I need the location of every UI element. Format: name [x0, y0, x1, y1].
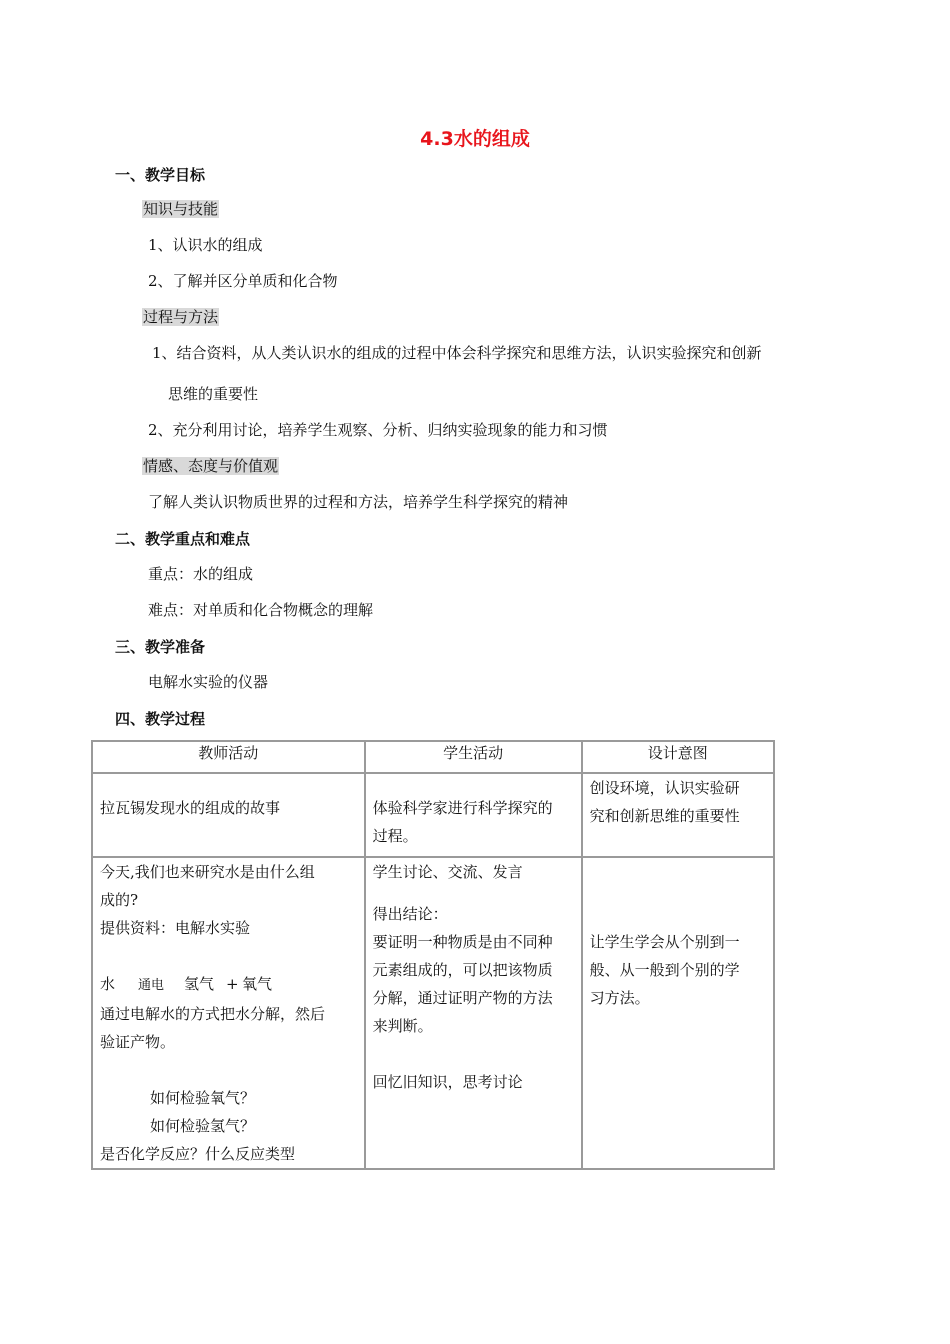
- subheading-attitude-values: 情感、态度与价值观: [143, 457, 279, 475]
- subheading-process-method: 过程与方法: [143, 308, 219, 326]
- electrolysis-equation: [100, 970, 357, 1000]
- cell-intent: [582, 773, 774, 857]
- objective-item: 2、充分利用讨论，培养学生观察、分析、归纳实验现象的能力和习惯: [148, 421, 608, 439]
- section-heading-objectives: 一、教学目标: [115, 166, 206, 184]
- objective-item: 1、认识水的组成: [148, 236, 263, 254]
- key-point-item: 重点：水的组成: [148, 565, 254, 583]
- objective-item: 了解人类认识物质世界的过程和方法，培养学生科学探究的精神: [148, 493, 569, 511]
- column-header-teacher: 教师活动: [92, 741, 365, 773]
- cell-text: 回忆旧知识，思考讨论: [372, 1073, 523, 1091]
- cell-text: 来判断。: [372, 1017, 433, 1035]
- cell-text: 是否化学反应？什么反应类型: [100, 1145, 296, 1163]
- cell-text: 拉瓦锡发现水的组成的故事: [100, 799, 281, 817]
- cell-text: 要证明一种物质是由不同种: [372, 933, 553, 951]
- cell-teacher: [92, 773, 365, 857]
- cell-text: 般、从一般到个别的学: [589, 961, 740, 979]
- subheading-knowledge-skills: 知识与技能: [143, 200, 219, 218]
- cell-text: 通过电解水的方式把水分解，然后: [100, 1005, 326, 1023]
- section-heading-preparation: 三、教学准备: [115, 638, 206, 656]
- cell-text: 验证产物。: [100, 1033, 176, 1051]
- cell-text: 分解，通过证明产物的方法: [372, 989, 553, 1007]
- equation-reactant: 水: [100, 975, 116, 993]
- cell-student: [365, 857, 582, 1169]
- table-header-row: [92, 741, 774, 773]
- objective-item-continued: 思维的重要性: [168, 385, 259, 403]
- cell-text: 体验科学家进行科学探究的: [372, 799, 553, 817]
- preparation-item: 电解水实验的仪器: [148, 673, 269, 691]
- equation-plus: +: [226, 975, 239, 993]
- teaching-process-table: [91, 740, 775, 1170]
- cell-text: 究和创新思维的重要性: [589, 807, 740, 825]
- cell-text: 让学生学会从个别到一: [589, 933, 740, 951]
- cell-text: 元素组成的，可以把该物质: [372, 961, 553, 979]
- cell-text: 得出结论：: [372, 905, 448, 923]
- cell-text: 如何检验氢气？: [150, 1117, 256, 1135]
- table-row: [92, 773, 774, 857]
- objective-item: 2、了解并区分单质和化合物: [148, 272, 338, 290]
- cell-student: [365, 773, 582, 857]
- table-row: [92, 857, 774, 1169]
- equation-product: 氧气: [242, 975, 273, 993]
- cell-text: 提供资料：电解水实验: [100, 919, 251, 937]
- equation-product: 氢气: [184, 975, 215, 993]
- column-header-student: 学生活动: [365, 741, 582, 773]
- cell-text: 习方法。: [589, 989, 650, 1007]
- page-title: 4.3水的组成: [420, 128, 530, 150]
- equation-condition: 通电: [138, 978, 165, 993]
- cell-text: 成的?: [100, 891, 139, 909]
- cell-text: 今天,我们也来研究水是由什么组: [100, 863, 315, 881]
- cell-teacher: [92, 857, 365, 1169]
- column-header-intent: 设计意图: [582, 741, 774, 773]
- difficulty-item: 难点：对单质和化合物概念的理解: [148, 601, 374, 619]
- objective-item: 1、结合资料，从人类认识水的组成的过程中体会科学探究和思维方法，认识实验探究和创新: [152, 344, 762, 362]
- cell-text: 学生讨论、交流、发言: [372, 863, 523, 881]
- cell-intent: [582, 857, 774, 1169]
- section-heading-process: 四、教学过程: [115, 710, 206, 728]
- cell-text: 如何检验氧气？: [150, 1089, 256, 1107]
- cell-text: 创设环境，认识实验研: [589, 779, 740, 797]
- section-heading-key-points: 二、教学重点和难点: [115, 530, 251, 548]
- cell-text: 过程。: [372, 827, 418, 845]
